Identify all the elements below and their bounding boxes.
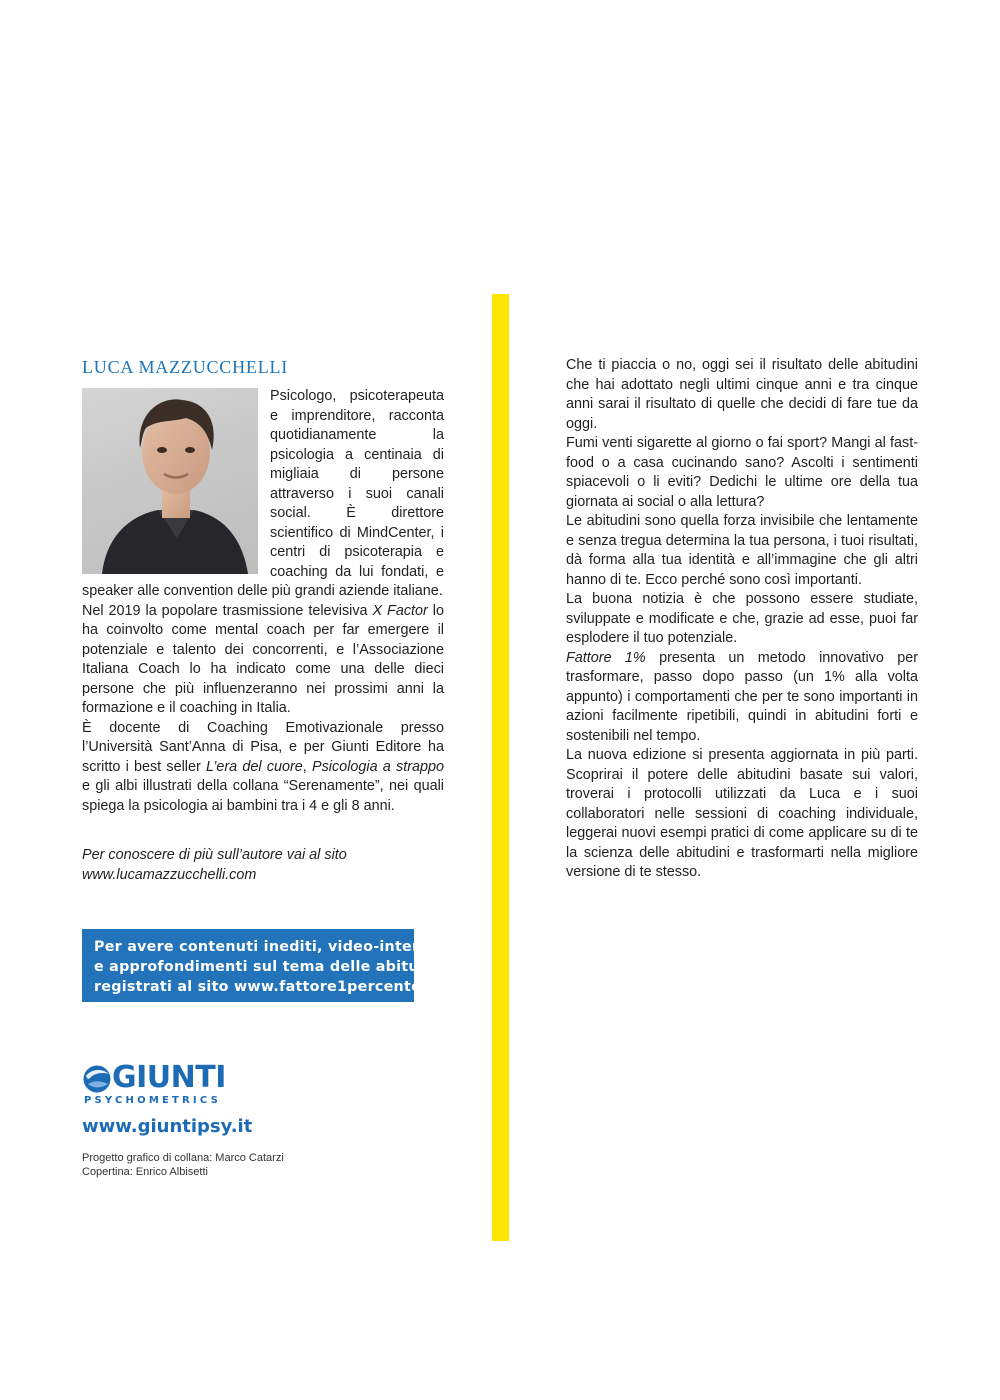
author-section	[82, 356, 444, 885]
credit-line: Copertina: Enrico Albisetti	[82, 1166, 208, 1178]
promo-box[interactable]	[82, 929, 460, 1002]
bio-text: È docente di Coaching Emotivazionale presso l’Università Sant’Anna di Pisa, e per Giunti Editore ha scritto i best seller	[82, 719, 444, 775]
author-website-link[interactable]: www.lucamazzucchelli.com	[82, 866, 257, 883]
credits	[82, 1151, 284, 1179]
publisher-website-link[interactable]: www.giuntipsy.it	[82, 1116, 253, 1137]
blurb-paragraph: Che ti piaccia o no, oggi sei il risultato delle abitudini che hai adottato negli ultimi cinque anni e tra cinque anni sarai il risultato di quelle che decidi di fare tue da oggi.	[566, 357, 918, 432]
blurb-text: presenta un metodo innovativo per trasformare, passo dopo passo (un 1% alla volta appunto) i comportamenti che per te sono importanti in azioni facilmente ripetibili, quindi in abitudini forti e sostenibili nel tempo.	[566, 649, 918, 744]
bio-text: lo ha coinvolto come mental coach per far emergere il potenziale e talento dei concorrenti, e l’Associazione Italiana Coach lo ha indicato come una delle dieci persone che più influenzeranno nei prossimi anni la formazione e il coaching in Italia.	[82, 602, 444, 716]
author-photo	[82, 388, 258, 574]
site-note-text: Per conoscere di più sull’autore vai al sito	[82, 847, 347, 863]
credit-line: Progetto grafico di collana: Marco Catarzi	[82, 1152, 284, 1164]
blurb-paragraph: La nuova edizione si presenta aggiornata in più parti. Scoprirai il potere delle abitudini basate sui valori, troverai i protocolli utilizzati da Luca e i suoi collaboratori nelle sessioni di coaching individuale, leggerai nuovi esempi pratici di come applicare su di te la scienza delle abitudini e trasformarti nella migliore versione di te stesso.	[566, 747, 918, 880]
book-blurb	[566, 356, 918, 883]
blurb-paragraph: Fumi venti sigarette al giorno o fai sport? Mangi al fast-food o a casa cucinando sano? Ascolti i sentimenti spiacevoli o li eviti? Dedichi le ultime ore della tua giornata ai social o alla lettura?	[566, 435, 918, 510]
book-title: Fattore 1%	[566, 649, 646, 666]
author-site-note	[82, 846, 444, 885]
yellow-divider-bar	[492, 294, 509, 1241]
bio-text: ,	[302, 758, 312, 775]
globe-icon	[82, 1064, 112, 1094]
logo-subtitle: PSYCHOMETRICS	[84, 1095, 221, 1106]
bio-text: Nel 2019 la popolare trasmissione televisiva	[82, 602, 373, 619]
bio-paragraph	[82, 602, 444, 719]
giunti-logo	[82, 1060, 242, 1108]
book-title: L’era del cuore	[205, 758, 303, 775]
blurb-paragraph: La buona notizia è che possono essere studiate, sviluppate e modificate e che, grazie ad esse, puoi far esplodere il tuo potenziale.	[566, 591, 918, 646]
author-name: LUCA MAZZUCCHELLI	[82, 357, 289, 377]
author-bio	[82, 387, 444, 816]
bio-text: e gli albi illustrati della collana “Serenamente”, nei quali spiega la psicologia ai bambini tra i 4 e gli 8 anni.	[82, 778, 444, 814]
book-title: Psicologia a strappo	[312, 758, 444, 775]
bio-paragraph: Psicologo, psicoterapeuta e imprenditore, racconta quotidianamente la psicologia a centinaia di migliaia di persone attraverso i suoi canali social. È direttore scientifico di MindCenter, i centri di psicoterapia e coaching da lui fondati, e speaker alle convention delle più grandi aziende italiane.	[82, 388, 444, 599]
promo-line: Per avere contenuti inediti, video-interviste	[94, 939, 460, 955]
logo-wordmark: GIUNTI	[112, 1060, 226, 1095]
bio-paragraph	[82, 719, 444, 817]
blurb-paragraph	[566, 649, 918, 747]
show-title: X Factor	[372, 602, 428, 619]
promo-line: registrati al sito www.fattore1percento.it	[94, 979, 440, 995]
blurb-paragraph: Le abitudini sono quella forza invisibile che lentamente e senza tregua determina la tua persona, i tuoi risultati, dà forma alla tua identità e all’immagine che gli altri hanno di te. Ecco perché sono così importanti.	[566, 513, 918, 588]
promo-line: e approfondimenti sul tema delle abitudini	[94, 959, 451, 975]
